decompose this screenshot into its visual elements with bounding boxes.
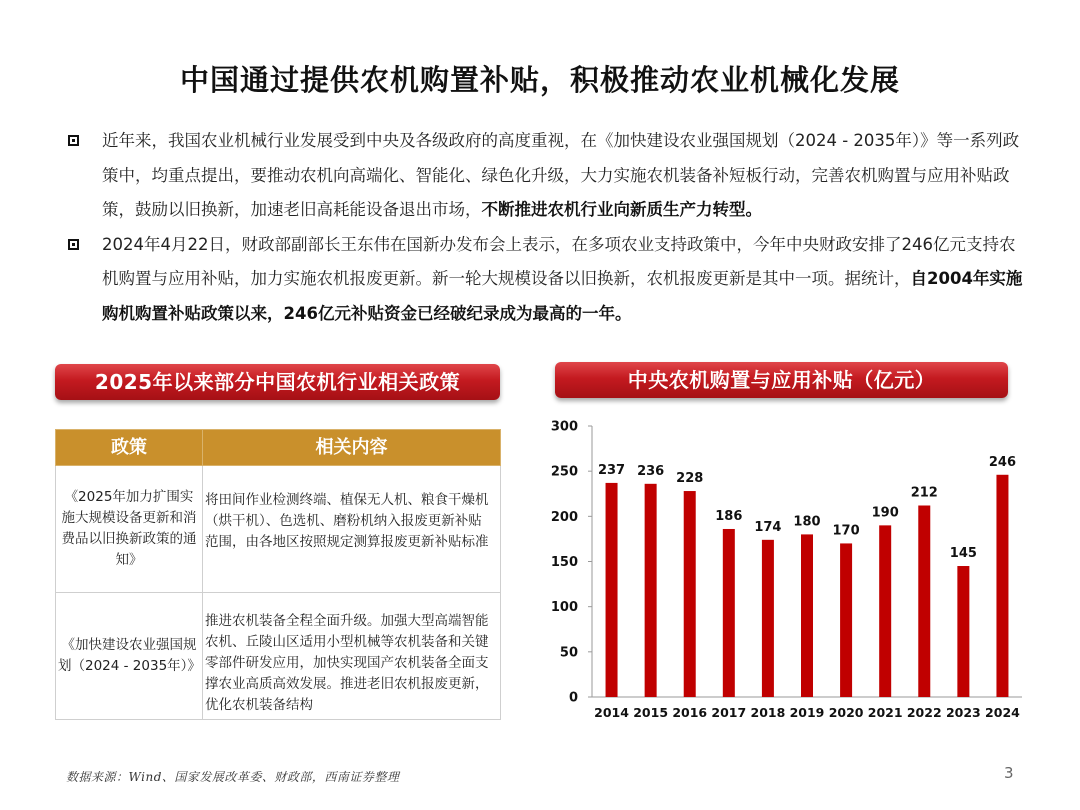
bar xyxy=(762,540,774,697)
policy-table xyxy=(55,429,501,720)
y-tick-label: 50 xyxy=(559,645,578,661)
x-tick-label: 2017 xyxy=(711,705,747,720)
square-bullet-icon xyxy=(68,135,79,146)
bullet-item xyxy=(64,228,1024,332)
policy-name-cell: 《2025年加力扩围实施大规模设备更新和消费品以旧换新政策的通知》 xyxy=(56,466,203,593)
bar-data-label: 246 xyxy=(988,454,1017,470)
x-tick-label: 2020 xyxy=(828,705,864,720)
subsidy-bar-chart xyxy=(540,412,1030,727)
bar xyxy=(840,543,852,697)
x-tick-label: 2014 xyxy=(594,705,629,720)
y-tick-label: 150 xyxy=(550,555,578,570)
table-row xyxy=(56,466,501,593)
bar-data-label: 174 xyxy=(754,519,782,535)
y-tick-label: 200 xyxy=(550,509,578,525)
bar-data-label: 180 xyxy=(793,514,821,530)
policy-banner: 2025年以来部分中国农机行业相关政策 xyxy=(55,364,500,400)
bar xyxy=(684,491,696,697)
x-tick-label: 2019 xyxy=(789,705,825,720)
x-tick-label: 2018 xyxy=(750,705,786,720)
x-tick-label: 2016 xyxy=(672,705,708,720)
bullet-text: 2024年4月22日，财政部副部长王东伟在国新办发布会上表示，在多项农业支持政策中，今年中央财政安排了246亿元支持农机购置与应用补贴，加力实施农机报废更新。新一轮大规模设备以旧换新，农机报废更新是其中一项。据统计， xyxy=(102,234,1016,288)
bar xyxy=(606,483,618,697)
policy-content-cell: 将田间作业检测终端、植保无人机、粮食干燥机（烘干机）、色选机、磨粉机纳入报废更新补贴范围，由各地区按照规定测算报废更新补贴标准 xyxy=(203,466,501,593)
bullet-list xyxy=(64,124,1024,331)
bar-data-label: 228 xyxy=(676,471,704,487)
bar xyxy=(723,529,735,697)
bar xyxy=(801,534,813,697)
y-tick-label: 0 xyxy=(568,690,578,706)
table-row xyxy=(56,593,501,720)
bar xyxy=(957,566,969,697)
page-number: 3 xyxy=(1004,764,1014,782)
y-tick-label: 250 xyxy=(550,464,578,480)
column-header-policy: 政策 xyxy=(56,430,203,466)
bar-data-label: 190 xyxy=(871,505,899,521)
y-tick-label: 100 xyxy=(550,600,578,616)
bar xyxy=(996,475,1008,697)
bar xyxy=(645,484,657,697)
bullet-item xyxy=(64,124,1024,228)
bar xyxy=(879,525,891,697)
bullet-emphasis: 不断推进农机行业向新质生产力转型。 xyxy=(481,200,762,219)
y-tick-label: 300 xyxy=(550,419,578,435)
x-tick-label: 2015 xyxy=(633,705,669,720)
bar-data-label: 212 xyxy=(910,485,938,501)
bullet-emphasis: 自2004年实施购机购置补贴政策以来，246亿元补贴资金已经破纪录成为最高的一年。 xyxy=(102,269,1023,323)
column-header-content: 相关内容 xyxy=(203,430,501,466)
policy-name-cell: 《加快建设农业强国规划（2024 - 2035年）》 xyxy=(56,593,203,720)
bar-data-label: 236 xyxy=(637,463,665,479)
x-tick-label: 2023 xyxy=(945,705,981,720)
bar-data-label: 145 xyxy=(949,546,977,562)
x-tick-label: 2022 xyxy=(906,705,942,720)
page-title: 中国通过提供农机购置补贴，积极推动农业机械化发展 xyxy=(179,63,900,97)
square-bullet-icon xyxy=(68,239,79,250)
source-footnote: 数据来源：Wind、国家发展改革委、财政部，西南证券整理 xyxy=(66,770,400,784)
bullet-text: 近年来，我国农业机械行业发展受到中央及各级政府的高度重视，在《加快建设农业强国规划（2024 - 2035年）》等一系列政策中，均重点提出，要推动农机向高端化、智能化、绿色化升级，大力实施农机装备补短板行动，完善农机购置与应用补贴政策，鼓励以旧换新，加速老旧高耗能设备退出市场， xyxy=(102,131,1020,219)
bar-data-label: 170 xyxy=(832,523,860,539)
table-header-row xyxy=(56,430,501,466)
x-tick-label: 2021 xyxy=(867,705,903,720)
bar-data-label: 186 xyxy=(715,508,743,524)
policy-content-cell: 推进农机装备全程全面升级。加强大型高端智能农机、丘陵山区适用小型机械等农机装备和关键零部件研发应用，加快实现国产农机装备全面支撑农业高质高效发展。推进老旧农机报废更新，优化农机装备结构 xyxy=(203,593,501,720)
chart-banner: 中央农机购置与应用补贴（亿元） xyxy=(555,362,1008,398)
x-tick-label: 2024 xyxy=(985,705,1020,720)
bar xyxy=(918,505,930,697)
bar-data-label: 237 xyxy=(597,462,626,478)
